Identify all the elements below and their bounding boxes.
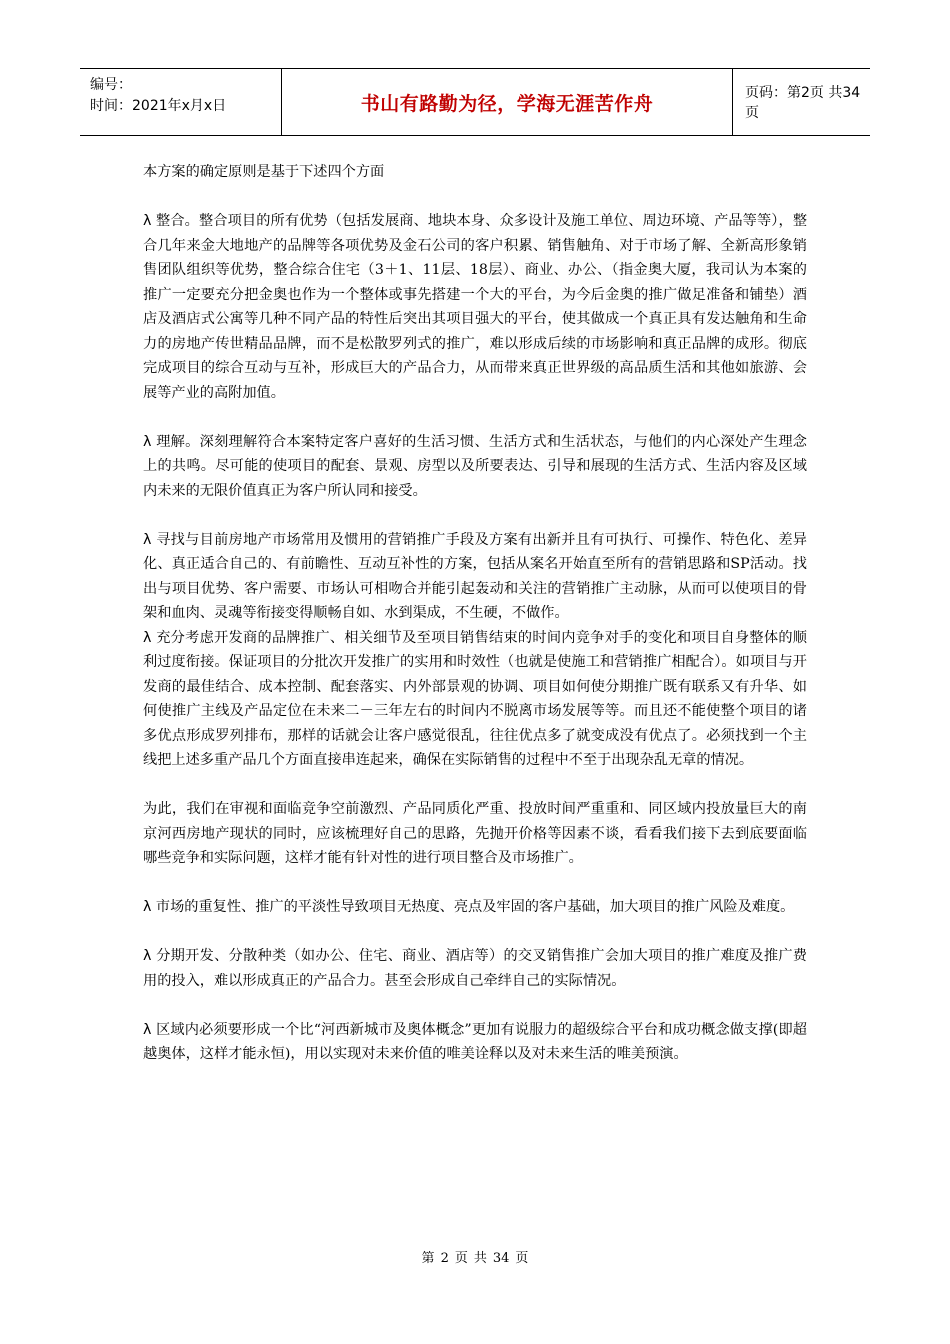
intro-paragraph: 本方案的确定原则是基于下述四个方面 (143, 164, 385, 180)
bullet-symbol: λ (143, 1021, 152, 1038)
date-label: 时间：2021年x月x日 (90, 98, 227, 114)
document-body (143, 160, 807, 1091)
footer-word: 第 (421, 1251, 435, 1266)
paragraph-integration (143, 209, 807, 405)
header-page-info: 页码：第2页 共34页 (745, 85, 861, 121)
footer-page-number: 2 (440, 1251, 449, 1266)
bullet-symbol: λ (143, 948, 152, 964)
paragraph-text: 充分考虑开发商的品牌推广、相关细节及至项目销售结束的时间内竞争对手的变化和项目自身整体的顺利过度衔接。保证项目的分批次开发推广的实用和时效性（也就是使施工和营销推广相配合）。如项目与开发商的最佳结合、成本控制、配套落实、内外部景观的协调、项目如何使分期推广既有联系又有升华、如何使推广主线及产品定位在未来二－三年左右的时间内不脱离市场发展等等。而且还不能使整个项目的诸多优点形成罗列排布，那样的话就会让客户感觉很乱，往往优点多了就变成没有优点了。必须找到一个主线把上述多重产品几个方面直接串连起来，确保在实际销售的过程中不至于出现杂乱无章的情况。 (143, 629, 807, 768)
header-meta (80, 69, 282, 135)
page-footer (0, 1247, 950, 1266)
page-header (80, 68, 870, 136)
footer-word: 共 (473, 1251, 487, 1266)
bullet-symbol: λ (143, 433, 152, 450)
paragraph-market-context: 为此，我们在审视和面临竞争空前激烈、产品同质化严重、投放时间严重重和、同区域内投放量巨大的南京河西房地产现状的同时，应该梳理好自己的思路，先抛开价格等因素不谈，看看我们接下去到底要面临哪些竞争和实际问题，这样才能有针对性的进行项目整合及市场推广。 (143, 801, 807, 866)
bullet-symbol: λ (143, 531, 152, 548)
footer-total-pages: 34 (492, 1251, 510, 1266)
paragraph-market-risk (143, 895, 807, 920)
paragraph-innovation (143, 528, 807, 626)
paragraph-text: 区域内必须要形成一个比“河西新城市及奥体概念”更加有说服力的超级综合平台和成功概念做支撑(即超越奥体，这样才能永恒)，用以实现对未来价值的唯美诠释以及对未来生活的唯美预演。 (143, 1021, 807, 1062)
paragraph-text: 分期开发、分散种类（如办公、住宅、商业、酒店等）的交叉销售推广会加大项目的推广难度及推广费用的投入，难以形成真正的产品合力。甚至会形成自己牵绊自己的实际情况。 (143, 948, 807, 989)
paragraph-text: 整合。整合项目的所有优势（包括发展商、地块本身、众多设计及施工单位、周边环境、产品等等），整合几年来金大地地产的品牌等各项优势及金石公司的客户积累、销售触角、对于市场了解、全新高形象销售团队组织等优势，整合综合住宅（3＋1、11层、18层）、商业、办公、（指金奥大厦，我司认为本案的推广一定要充分把金奥也作为一个整体或事先搭建一个大的平台，为今后金奥的推广做足准备和铺垫）酒店及酒店式公寓等几种不同产品的特性后突出其项目强大的平台，使其做成一个真正具有发达触角和生命力的房地产传世精品品牌，而不是松散罗列式的推广，难以形成后续的市场影响和真正品牌的成形。彻底完成项目的综合互动与互补，形成巨大的产品合力，从而带来真正世界级的高品质生活和其他如旅游、会展等产业的高附加值。 (143, 213, 808, 401)
paragraph-brand-promotion (143, 626, 807, 773)
paragraph-text: 理解。深刻理解符合本案特定客户喜好的生活习惯、生活方式和生活状态，与他们的内心深处产生理念上的共鸣。尽可能的使项目的配套、景观、房型以及所要表达、引导和展现的生活方式、生活内容及区域内未来的无限价值真正为客户所认同和接受。 (143, 433, 807, 499)
paragraph-phased-development (143, 944, 807, 993)
paragraph-text: 寻找与目前房地产市场常用及惯用的营销推广手段及方案有出新并且有可执行、可操作、特色化、差异化、真正适合自己的、有前瞻性、互动互补性的方案，包括从案名开始直至所有的营销思路和SP活动。找出与项目优势、客户需要、市场认可相吻合并能引起轰动和关注的营销推广主动脉，从而可以使项目的骨架和血肉、灵魂等衔接变得顺畅自如、水到渠成，不生硬，不做作。 (143, 531, 807, 621)
paragraph-understanding (143, 430, 807, 504)
footer-word: 页 (515, 1251, 529, 1266)
bullet-symbol: λ (143, 629, 152, 646)
bullet-symbol: λ (143, 899, 152, 915)
bullet-symbol: λ (143, 213, 152, 229)
paragraph-text: 市场的重复性、推广的平淡性导致项目无热度、亮点及牢固的客户基础，加大项目的推广风险及难度。 (155, 899, 795, 915)
header-motto: 书山有路勤为径，学海无涯苦作舟 (282, 69, 733, 135)
paragraph-platform-concept (143, 1018, 807, 1067)
footer-word: 页 (454, 1251, 468, 1266)
number-label: 编号： (90, 77, 132, 93)
